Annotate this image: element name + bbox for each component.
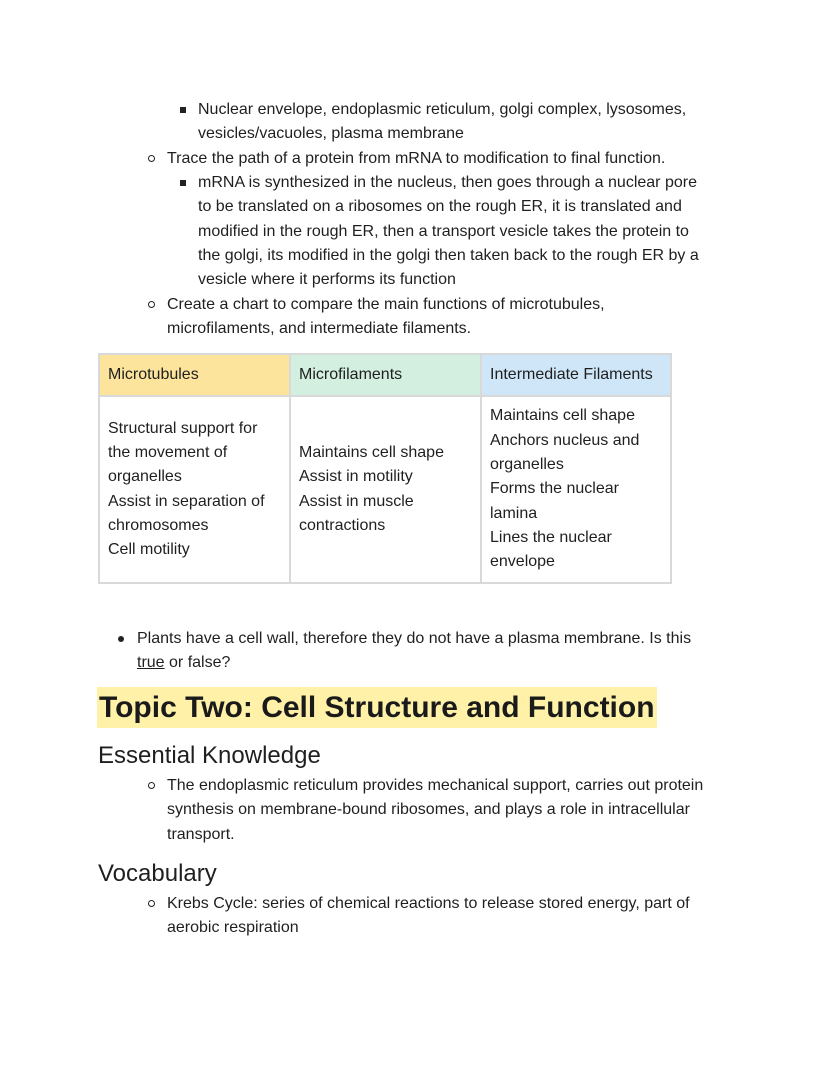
cell-line: organelles — [108, 468, 182, 486]
table-row — [99, 396, 671, 583]
header-microtubules: Microtubules — [99, 354, 290, 396]
list-item-line: aerobic respiration — [167, 919, 299, 937]
header-intermediate-filaments: Intermediate Filaments — [481, 354, 671, 396]
cell-intermediate-filaments — [481, 396, 671, 583]
hollow-circle-bullet-icon — [148, 301, 155, 308]
cell-line: Lines the nuclear — [490, 528, 612, 546]
square-bullet-icon — [180, 107, 186, 113]
list-item-line: to be translated on a ribosomes on the rough ER, it is translated and — [198, 198, 682, 216]
filled-circle-bullet-icon — [118, 636, 124, 642]
cell-line: Forms the nuclear — [490, 480, 619, 498]
list-item-line: mRNA is synthesized in the nucleus, then goes through a nuclear pore — [198, 174, 697, 191]
hollow-circle-bullet-icon — [148, 900, 155, 907]
list-item-line: Create a chart to compare the main functions of microtubules, — [167, 296, 605, 313]
list-item-line: synthesis on membrane-bound ribosomes, and plays a role in intracellular — [167, 801, 690, 819]
topic-title: Topic Two: Cell Structure and Function — [97, 687, 657, 728]
answer-true: true — [137, 654, 165, 672]
list-item-line: transport. — [167, 825, 235, 843]
header-microfilaments: Microfilaments — [290, 354, 481, 396]
cell-line: the movement of — [108, 443, 228, 461]
cell-line: chromosomes — [108, 516, 209, 534]
filament-comparison-table — [98, 353, 672, 584]
hollow-circle-bullet-icon — [148, 782, 155, 789]
cell-microtubules — [99, 396, 290, 583]
cell-line: Cell motility — [108, 541, 190, 559]
section-heading-vocabulary: Vocabulary — [98, 860, 217, 887]
list-item-line: The endoplasmic reticulum provides mechanical support, carries out protein — [167, 777, 704, 794]
cell-line: Structural support for — [108, 419, 258, 437]
cell-line: Maintains cell shape — [490, 407, 635, 425]
list-item-line: modified in the rough ER, then a transport vesicle takes the protein to — [198, 222, 689, 240]
square-bullet-icon — [180, 180, 186, 186]
answer-rest: or false? — [164, 654, 231, 672]
cell-line: lamina — [490, 504, 538, 522]
list-item-line: vesicle where it performs its function — [198, 271, 456, 289]
cell-line: Anchors nucleus and — [490, 431, 640, 449]
cell-line: Maintains cell shape — [299, 443, 444, 461]
list-item-line: Trace the path of a protein from mRNA to modification to final function. — [167, 150, 666, 167]
section-heading-essential-knowledge: Essential Knowledge — [98, 742, 321, 769]
list-item-line: Nuclear envelope, endoplasmic reticulum, golgi complex, lysosomes, — [198, 101, 687, 118]
cell-microfilaments — [290, 396, 481, 583]
cell-line: envelope — [490, 553, 555, 571]
cell-line: Assist in muscle — [299, 492, 414, 510]
list-item-line: vesicles/vacuoles, plasma membrane — [198, 125, 464, 143]
cell-line: contractions — [299, 516, 386, 534]
list-item-line: Krebs Cycle: series of chemical reactions to release stored energy, part of — [167, 895, 690, 912]
table-header-row — [99, 354, 671, 396]
list-item-line: the golgi, its modified in the golgi then taken back to the rough ER by a — [198, 246, 699, 264]
cell-line: Assist in motility — [299, 468, 413, 486]
cell-line: organelles — [490, 456, 564, 474]
list-item-line: microfilaments, and intermediate filaments. — [167, 320, 472, 338]
hollow-circle-bullet-icon — [148, 155, 155, 162]
question-line: Plants have a cell wall, therefore they do not have a plasma membrane. Is this — [137, 630, 692, 647]
question-line — [137, 651, 777, 675]
cell-line: Assist in separation of — [108, 492, 265, 510]
